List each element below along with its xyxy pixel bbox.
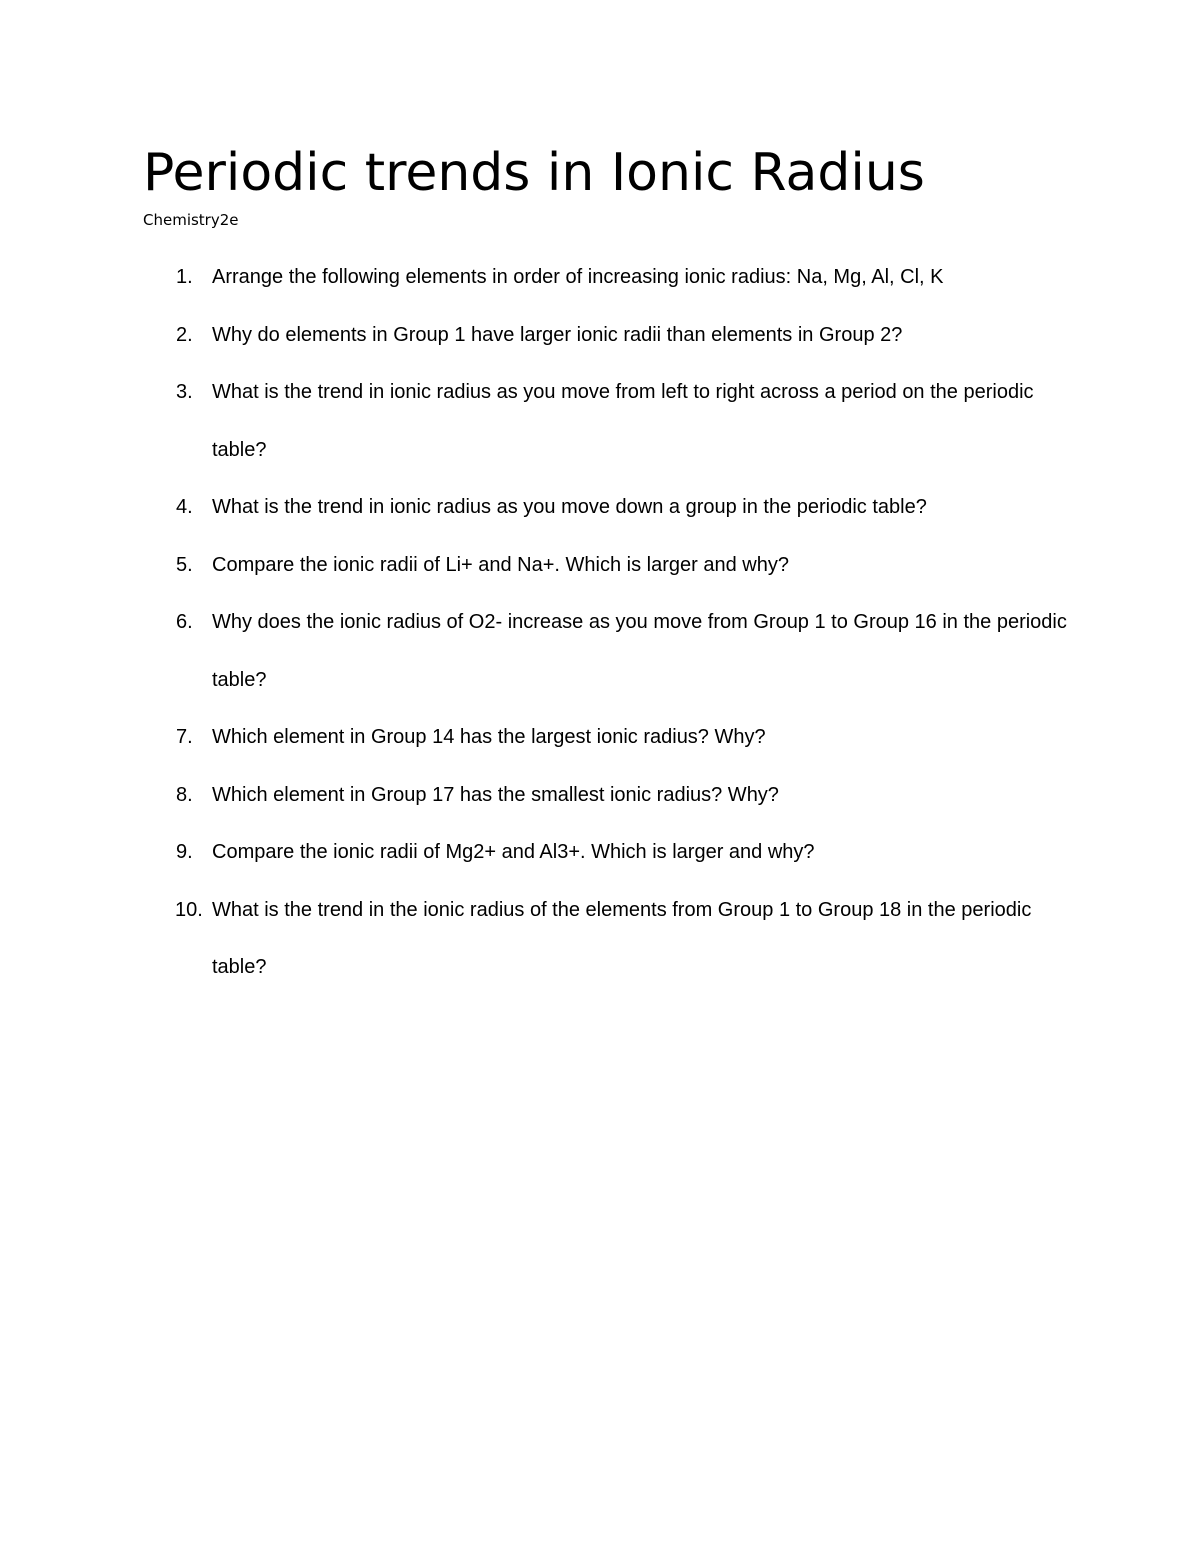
question-item — [0, 767, 1072, 825]
question-item — [0, 882, 1072, 997]
page-title: Periodic trends in Ionic Radius — [143, 143, 925, 203]
page-subtitle: Chemistry2e — [143, 211, 239, 229]
question-number: 6. — [176, 611, 193, 633]
question-text: Which element in Group 14 has the largest ionic radius? Why? — [212, 726, 766, 748]
question-number: 7. — [176, 726, 193, 748]
question-number: 5. — [176, 553, 193, 576]
question-text: What is the trend in ionic radius as you move from left to right across a period on the periodic table? — [212, 381, 1034, 461]
question-item — [0, 594, 1072, 709]
question-item — [0, 249, 1072, 307]
question-number: 4. — [176, 496, 193, 518]
question-item — [0, 307, 1072, 365]
question-number: 8. — [176, 783, 193, 806]
question-number: 10. — [175, 898, 203, 921]
question-item — [0, 709, 1072, 767]
question-text: Why do elements in Group 1 have larger ionic radii than elements in Group 2? — [212, 323, 903, 346]
question-number: 2. — [176, 323, 193, 346]
question-item — [0, 537, 1072, 595]
question-item — [0, 364, 1072, 479]
question-text: What is the trend in the ionic radius of the elements from Group 1 to Group 18 in the periodic table? — [212, 898, 1032, 978]
question-text: Arrange the following elements in order of increasing ionic radius: Na, Mg, Al, Cl, K — [212, 266, 944, 288]
question-item — [0, 824, 1072, 882]
question-number: 1. — [176, 266, 193, 288]
question-number: 9. — [176, 841, 193, 863]
question-text: Compare the ionic radii of Li+ and Na+. Which is larger and why? — [212, 553, 789, 576]
question-text: Why does the ionic radius of O2- increase as you move from Group 1 to Group 16 in the periodic table? — [212, 611, 1067, 691]
question-number: 3. — [176, 381, 193, 403]
question-text: What is the trend in ionic radius as you move down a group in the periodic table? — [212, 496, 927, 518]
question-text: Compare the ionic radii of Mg2+ and Al3+. Which is larger and why? — [212, 841, 815, 863]
question-item — [0, 479, 1072, 537]
question-list — [0, 249, 1200, 997]
question-text: Which element in Group 17 has the smallest ionic radius? Why? — [212, 783, 779, 806]
